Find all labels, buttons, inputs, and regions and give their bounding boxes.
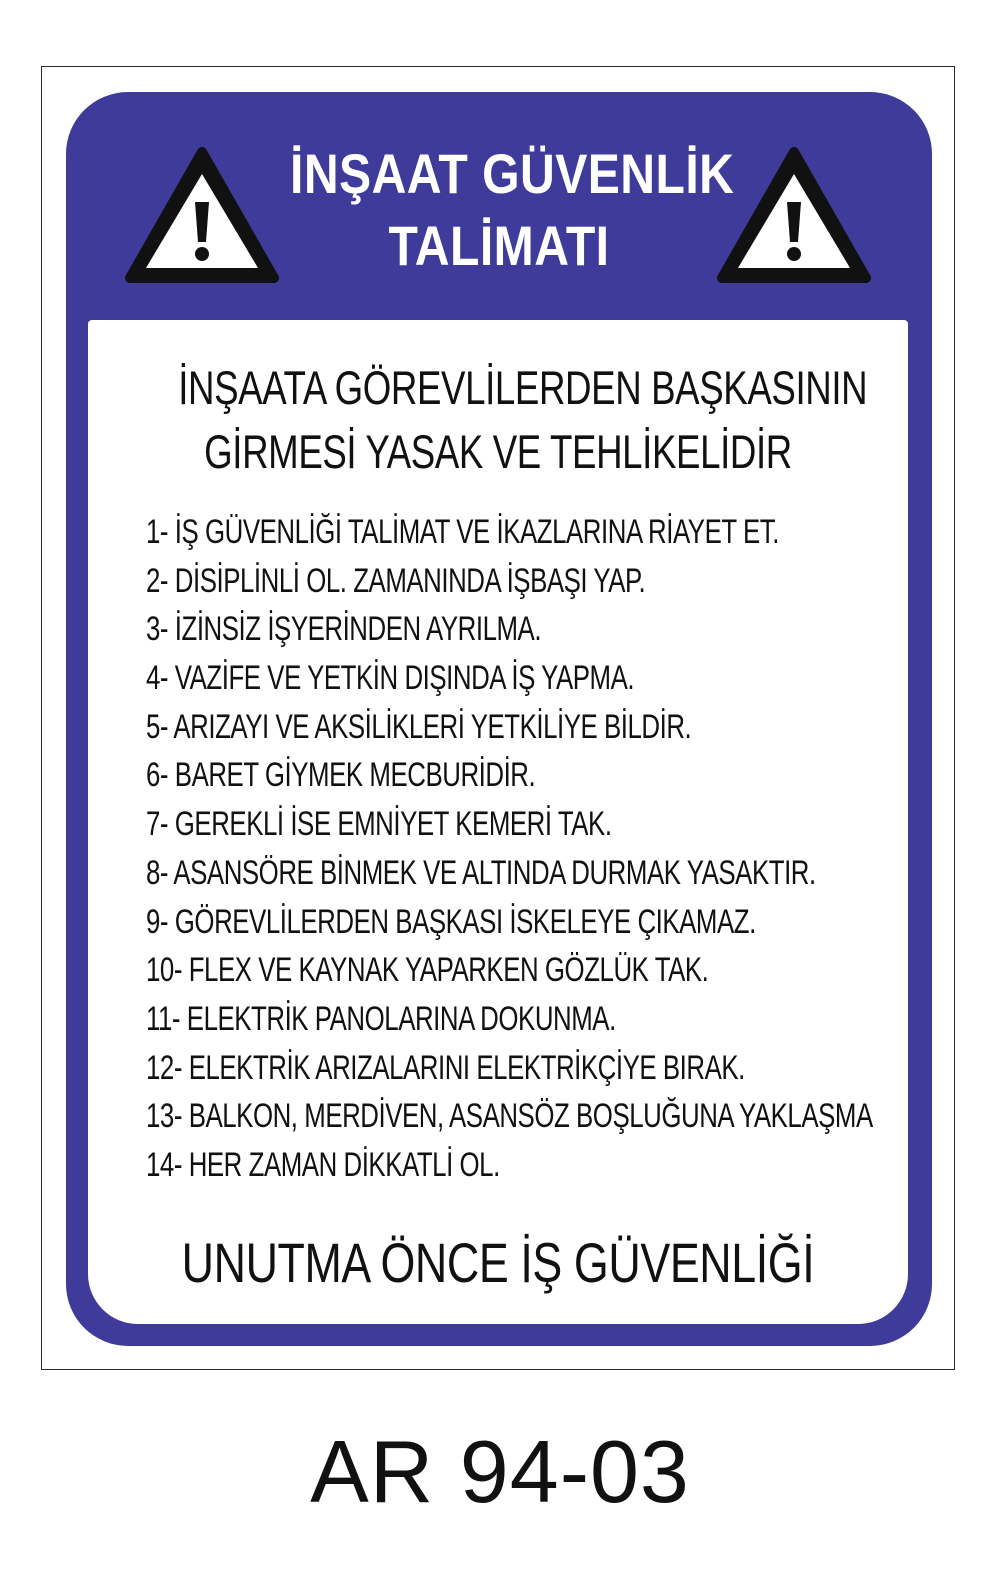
rule-item: 12- ELEKTRİK ARIZALARINI ELEKTRİKÇİYE BIRAK. <box>146 1048 745 1087</box>
rule-item: 14- HER ZAMAN DİKKATLİ OL. <box>146 1145 500 1184</box>
product-code: AR 94-03 <box>310 1422 690 1521</box>
rule-item: 4- VAZİFE VE YETKİN DIŞINDA İŞ YAPMA. <box>146 659 635 698</box>
rule-item: 1- İŞ GÜVENLİĞİ TALİMAT VE İKAZLARINA RİAYET ET. <box>146 513 779 551</box>
rule-item: 9- GÖREVLİLERDEN BAŞKASI İSKELEYE ÇIKAMAZ. <box>146 902 756 941</box>
rule-item: 10- FLEX VE KAYNAK YAPARKEN GÖZLÜK TAK. <box>146 951 709 990</box>
entry-notice-line-1: İNŞAATA GÖREVLİLERDEN BAŞKASININ <box>178 361 868 414</box>
sign-title-line-1: İNŞAAT GÜVENLİK <box>290 142 735 205</box>
rule-item: 7- GEREKLİ İSE EMNİYET KEMERİ TAK. <box>146 805 612 844</box>
sign-header <box>66 92 932 320</box>
rule-item: 6- BARET GİYMEK MECBURİDİR. <box>146 756 536 795</box>
rule-item: 13- BALKON, MERDİVEN, ASANSÖZ BOŞLUĞUNA YAKLAŞMA <box>146 1097 873 1136</box>
sign-title-line-2: TALİMATI <box>388 214 610 277</box>
warning-triangle-icon <box>714 144 874 286</box>
sign-content-panel <box>88 320 908 1324</box>
rule-item: 5- ARIZAYI VE AKSİLİKLERİ YETKİLİYE BİLDİR. <box>146 707 692 746</box>
rule-item: 3- İZİNSİZ İŞYERİNDEN AYRILMA. <box>146 610 542 649</box>
entry-notice <box>178 356 868 484</box>
footer-message: UNUTMA ÖNCE İŞ GÜVENLİĞİ <box>181 1231 815 1294</box>
entry-notice-line-2: GİRMESİ YASAK VE TEHLİKELİDİR <box>204 425 792 478</box>
rule-item: 8- ASANSÖRE BİNMEK VE ALTINDA DURMAK YASAKTIR. <box>146 853 816 892</box>
sign-title <box>290 138 735 282</box>
rules-list <box>146 508 1000 1190</box>
warning-triangle-icon <box>122 144 282 286</box>
safety-sign <box>66 92 932 1346</box>
rule-item: 11- ELEKTRİK PANOLARINA DOKUNMA. <box>146 999 616 1038</box>
rule-item: 2- DİSİPLİNLİ OL. ZAMANINDA İŞBAŞI YAP. <box>146 561 646 600</box>
